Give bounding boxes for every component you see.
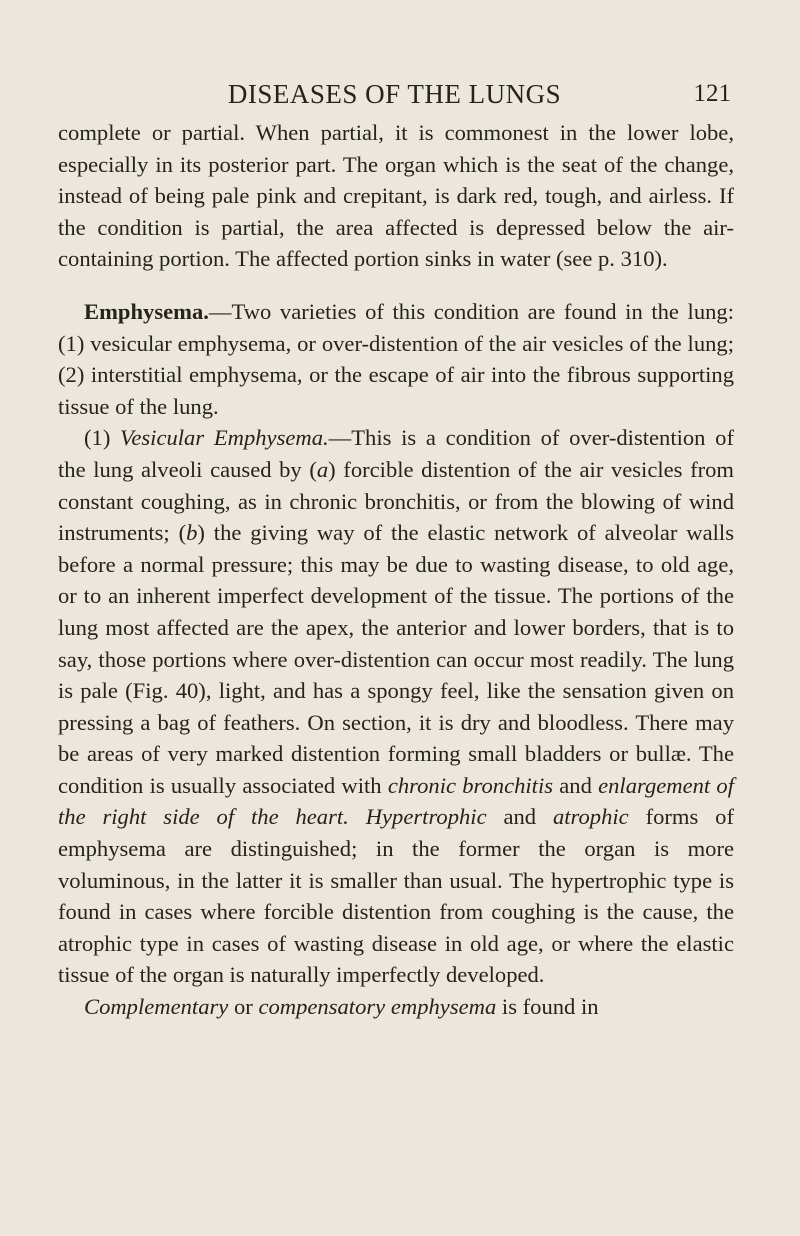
vesicular-text-c: ) the giving way of the elastic network of alveolar walls before a normal pressure; this may be due to wasting disease, to old age, or to an inherent imperfect development of the tissue. The portions of the lung most affected are the apex, the anterior and lower borders, that is to say, those portions where over-distention can occur most readily. The lung is pale (Fig. 40), light, and has a spongy feel, like the sensation given on pressing a bag of feathers. On section, it is dry and bloodless. There may be areas of very marked distention forming small bladders or bullæ. The condition is usually associated with bbox=[58, 520, 734, 798]
paragraph-vesicular-emphysema bbox=[58, 422, 734, 991]
term-atrophic: atrophic bbox=[552, 804, 629, 830]
term-hypertrophic: Hypertrophic bbox=[365, 804, 487, 830]
page-number: 121 bbox=[693, 80, 731, 107]
running-title: DISEASES OF THE LUNGS bbox=[227, 79, 562, 109]
list-number: (1) bbox=[84, 425, 121, 451]
item-letter-b: b bbox=[186, 520, 198, 546]
paragraph-emphysema bbox=[58, 296, 734, 422]
emphysema-text: —Two varieties of this condition are found in the lung: (1) vesicular emphysema, or over-distention of the air vesicles of the lung; (2) interstitial emphysema, or the escape of air into the fibrous supporting tissue of the lung. bbox=[58, 298, 734, 419]
running-head bbox=[58, 78, 731, 110]
conjunction-and: and bbox=[486, 804, 553, 830]
term-complementary: Complementary bbox=[84, 994, 229, 1020]
conjunction-or: or bbox=[228, 994, 259, 1020]
body-text bbox=[58, 117, 734, 1023]
vesicular-emphysema-heading: Vesicular Emphysema. bbox=[120, 425, 329, 451]
paragraph-continuation: complete or partial. When partial, it is commonest in the lower lobe, especially in its posterior part. The organ which is the seat of the change, instead of being pale pink and crepitant, is dark red, tough, and airless. If the condition is partial, the area affected is depressed below the air-containing portion. The affected portion sinks in water (see p. 310). bbox=[58, 120, 734, 272]
complementary-text: is found in bbox=[496, 994, 599, 1020]
vesicular-text-d: forms of emphysema are distinguished; in the former the organ is more voluminous, in the latter it is smaller than usual. The hypertrophic type is found in cases where forcible distention from coughing is the cause, the atrophic type in cases of wasting disease in old age, or where the elastic tissue of the organ is naturally imperfectly developed. bbox=[58, 804, 734, 988]
conjunction-and: and bbox=[553, 772, 599, 798]
space bbox=[349, 804, 366, 829]
term-chronic-bronchitis: chronic bronchitis bbox=[387, 772, 554, 798]
item-letter-a: a bbox=[316, 456, 329, 482]
paragraph-complementary bbox=[58, 991, 734, 1023]
vesicular-text-a: —This is a condition of over-distention of the lung alveoli caused by ( bbox=[58, 425, 734, 482]
emphysema-heading: Emphysema. bbox=[84, 298, 209, 324]
term-enlargement-heart: enlargement of the right side of the heart. bbox=[58, 772, 735, 830]
vesicular-text-b: ) forcible distention of the air vesicles from constant coughing, as in chronic bronchitis, or from the blowing of wind instruments; ( bbox=[58, 456, 734, 546]
term-compensatory-emphysema: compensatory emphysema bbox=[258, 994, 497, 1020]
